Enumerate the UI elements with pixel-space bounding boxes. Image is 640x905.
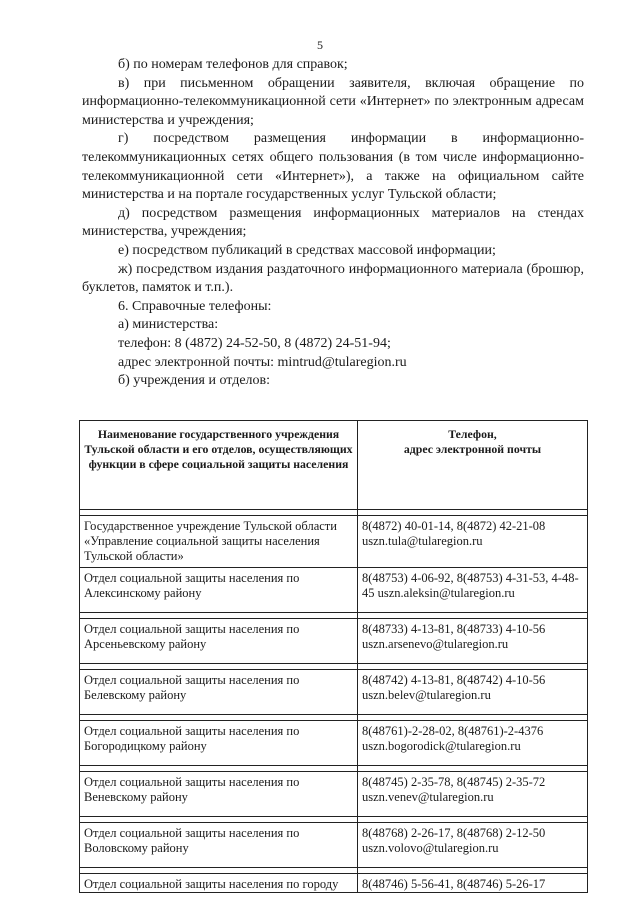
table-row	[80, 772, 588, 817]
org-contact: 8(48768) 2-26-17, 8(48768) 2-12-50 uszn.volovo@tularegion.ru	[358, 823, 588, 868]
org-contact: 8(48745) 2-35-78, 8(48745) 2-35-72 uszn.venev@tularegion.ru	[358, 772, 588, 817]
table-row	[80, 516, 588, 568]
ministry-label: а) министерства:	[118, 317, 219, 333]
table-row	[80, 874, 588, 893]
org-contact: 8(48753) 4-06-92, 8(48753) 4-31-53, 4-48-45 uszn.aleksin@tularegion.ru	[358, 568, 588, 613]
table-row	[80, 619, 588, 664]
org-contact: 8(48733) 4-13-81, 8(48733) 4-10-56 uszn.arsenevo@tularegion.ru	[358, 619, 588, 664]
org-contact: 8(4872) 40-01-14, 8(4872) 42-21-08 uszn.tula@tularegion.ru	[358, 516, 588, 568]
org-name: Отдел социальной защиты населения по Воловскому району	[80, 823, 358, 868]
org-name: Государственное учреждение Тульской области «Управление социальной защиты населения Тульской области»	[80, 516, 358, 568]
table-row	[80, 721, 588, 766]
table-row	[80, 823, 588, 868]
paragraph-e: е) посредством публикаций в средствах массовой информации;	[118, 242, 496, 258]
paragraph-b: б) по номерам телефонов для справок;	[118, 57, 348, 72]
header-contacts: Телефон, адрес электронной почты	[358, 421, 588, 510]
paragraph-d: д) посредством размещения информационных материалов на стендах министерства, учреждения;	[82, 205, 584, 240]
paragraph-zh: ж) посредством издания раздаточного информационного материала (брошюр, буклетов, памяток и т.п.).	[82, 261, 584, 296]
org-name: Отдел социальной защиты населения по Арсеньевскому району	[80, 619, 358, 664]
ministry-phone: телефон: 8 (4872) 24-52-50, 8 (4872) 24-51-94;	[118, 335, 391, 351]
body-text	[82, 56, 584, 391]
contacts-table	[79, 420, 588, 893]
ministry-email: адрес электронной почты: mintrud@tularegion.ru	[118, 354, 407, 370]
org-name: Отдел социальной защиты населения по Алексинскому району	[80, 568, 358, 613]
section-6-heading: 6. Справочные телефоны:	[118, 298, 272, 314]
org-contact: 8(48761)-2-28-02, 8(48761)-2-4376 uszn.bogorodick@tularegion.ru	[358, 721, 588, 766]
header-organization: Наименование государственного учреждения Тульской области и его отделов, осуществляющих функции в сфере социальной защиты населения	[80, 421, 358, 510]
table-header-row	[80, 421, 588, 510]
org-name: Отдел социальной защиты населения по городу	[80, 874, 358, 893]
org-contact: 8(48742) 4-13-81, 8(48742) 4-10-56 uszn.belev@tularegion.ru	[358, 670, 588, 715]
org-name: Отдел социальной защиты населения по Богородицкому району	[80, 721, 358, 766]
org-contact: 8(48746) 5-56-41, 8(48746) 5-26-17	[358, 874, 588, 893]
org-name: Отдел социальной защиты населения по Веневскому району	[80, 772, 358, 817]
paragraph-v: в) при письменном обращении заявителя, включая обращение по информационно-телекоммуникационной сети «Интернет» по электронным адресам министерства и учреждения;	[82, 75, 584, 128]
page-number: 5	[317, 38, 323, 52]
org-name: Отдел социальной защиты населения по Белевскому району	[80, 670, 358, 715]
institutions-label: б) учреждения и отделов:	[118, 373, 271, 389]
table-row	[80, 568, 588, 613]
paragraph-g: г) посредством размещения информации в информационно-телекоммуникационных сетях общего пользования (в том числе информационно-телекоммуникационной сети «Интернет»), а также на официальном сайте министерства и на портале государственных услуг Тульской области;	[82, 131, 584, 203]
table-row	[80, 670, 588, 715]
